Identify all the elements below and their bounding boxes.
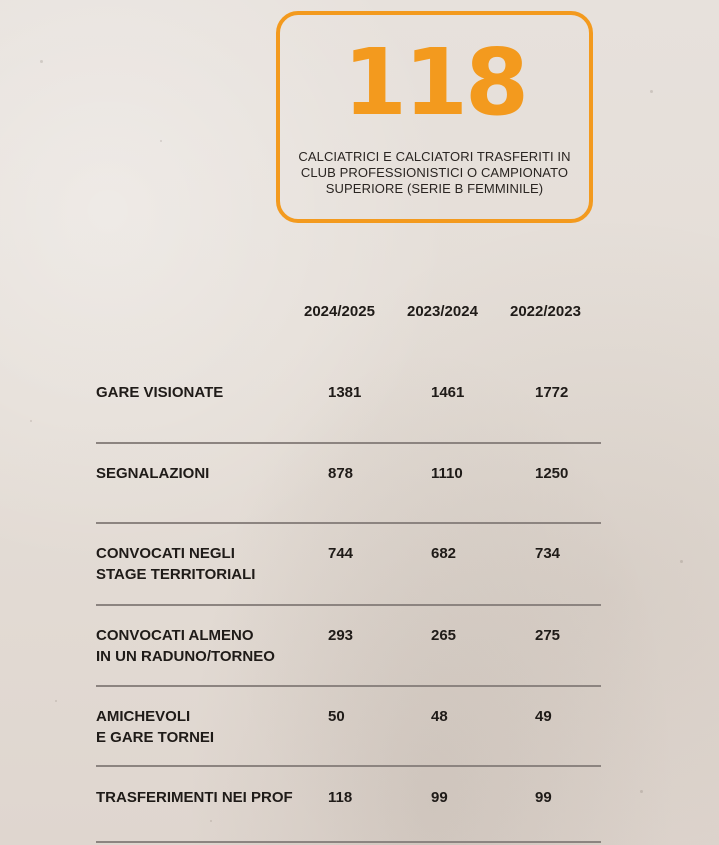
row-divider [96,442,601,444]
texture-speck [680,560,683,563]
texture-speck [650,90,653,93]
row-label-line: IN UN RADUNO/TORNEO [96,648,275,665]
texture-speck [40,60,43,63]
cell-value: 50 [328,708,345,725]
highlight-caption-line: CALCIATRICI E CALCIATORI TRASFERITI IN [298,149,571,164]
texture-speck [160,140,162,142]
cell-value: 1461 [431,384,465,401]
highlight-number: 118 [342,29,527,136]
row-label-line: CONVOCATI NEGLI [96,545,235,562]
row-label-trasferimenti: TRASFERIMENTI NEI PROF [96,789,293,806]
row-divider [96,685,601,687]
cell-value: 275 [535,627,561,644]
cell-value: 99 [431,789,448,806]
row-label-line: STAGE TERRITORIALI [96,566,256,583]
cell-value: 49 [535,708,552,725]
texture-speck [640,790,643,793]
row-label-segnalazioni: SEGNALAZIONI [96,465,210,482]
row-label-convocati-stage [96,543,306,585]
highlight-caption [288,149,581,197]
highlight-caption-line: SUPERIORE (SERIE B FEMMINILE) [325,181,544,196]
row-divider [96,604,601,606]
cell-value: 48 [431,708,448,725]
cell-value: 878 [328,465,354,482]
texture-speck [55,700,57,702]
row-divider [96,765,601,767]
texture-speck [30,420,32,422]
column-header-2022-2023: 2022/2023 [510,303,581,320]
column-header-2024-2025: 2024/2025 [304,303,375,320]
cell-value: 99 [535,789,552,806]
row-label-amichevoli [96,706,306,748]
cell-value: 1772 [535,384,569,401]
cell-value: 265 [431,627,457,644]
texture-speck [210,820,212,822]
row-label-line: E GARE TORNEI [96,729,215,746]
row-divider [96,522,601,524]
row-label-gare-visionate: GARE VISIONATE [96,384,224,401]
cell-value: 734 [535,545,561,562]
highlight-box [276,11,593,223]
row-label-line: CONVOCATI ALMENO [96,627,254,644]
cell-value: 1381 [328,384,362,401]
column-header-2023-2024: 2023/2024 [407,303,478,320]
cell-value: 682 [431,545,457,562]
cell-value: 744 [328,545,354,562]
highlight-caption-line: CLUB PROFESSIONISTICI O CAMPIONATO [300,165,569,180]
row-label-convocati-raduno [96,625,306,667]
row-label-line: AMICHEVOLI [96,708,191,725]
row-divider [96,841,601,843]
cell-value: 1110 [431,465,463,482]
cell-value: 1250 [535,465,569,482]
cell-value: 118 [328,789,353,806]
cell-value: 293 [328,627,354,644]
